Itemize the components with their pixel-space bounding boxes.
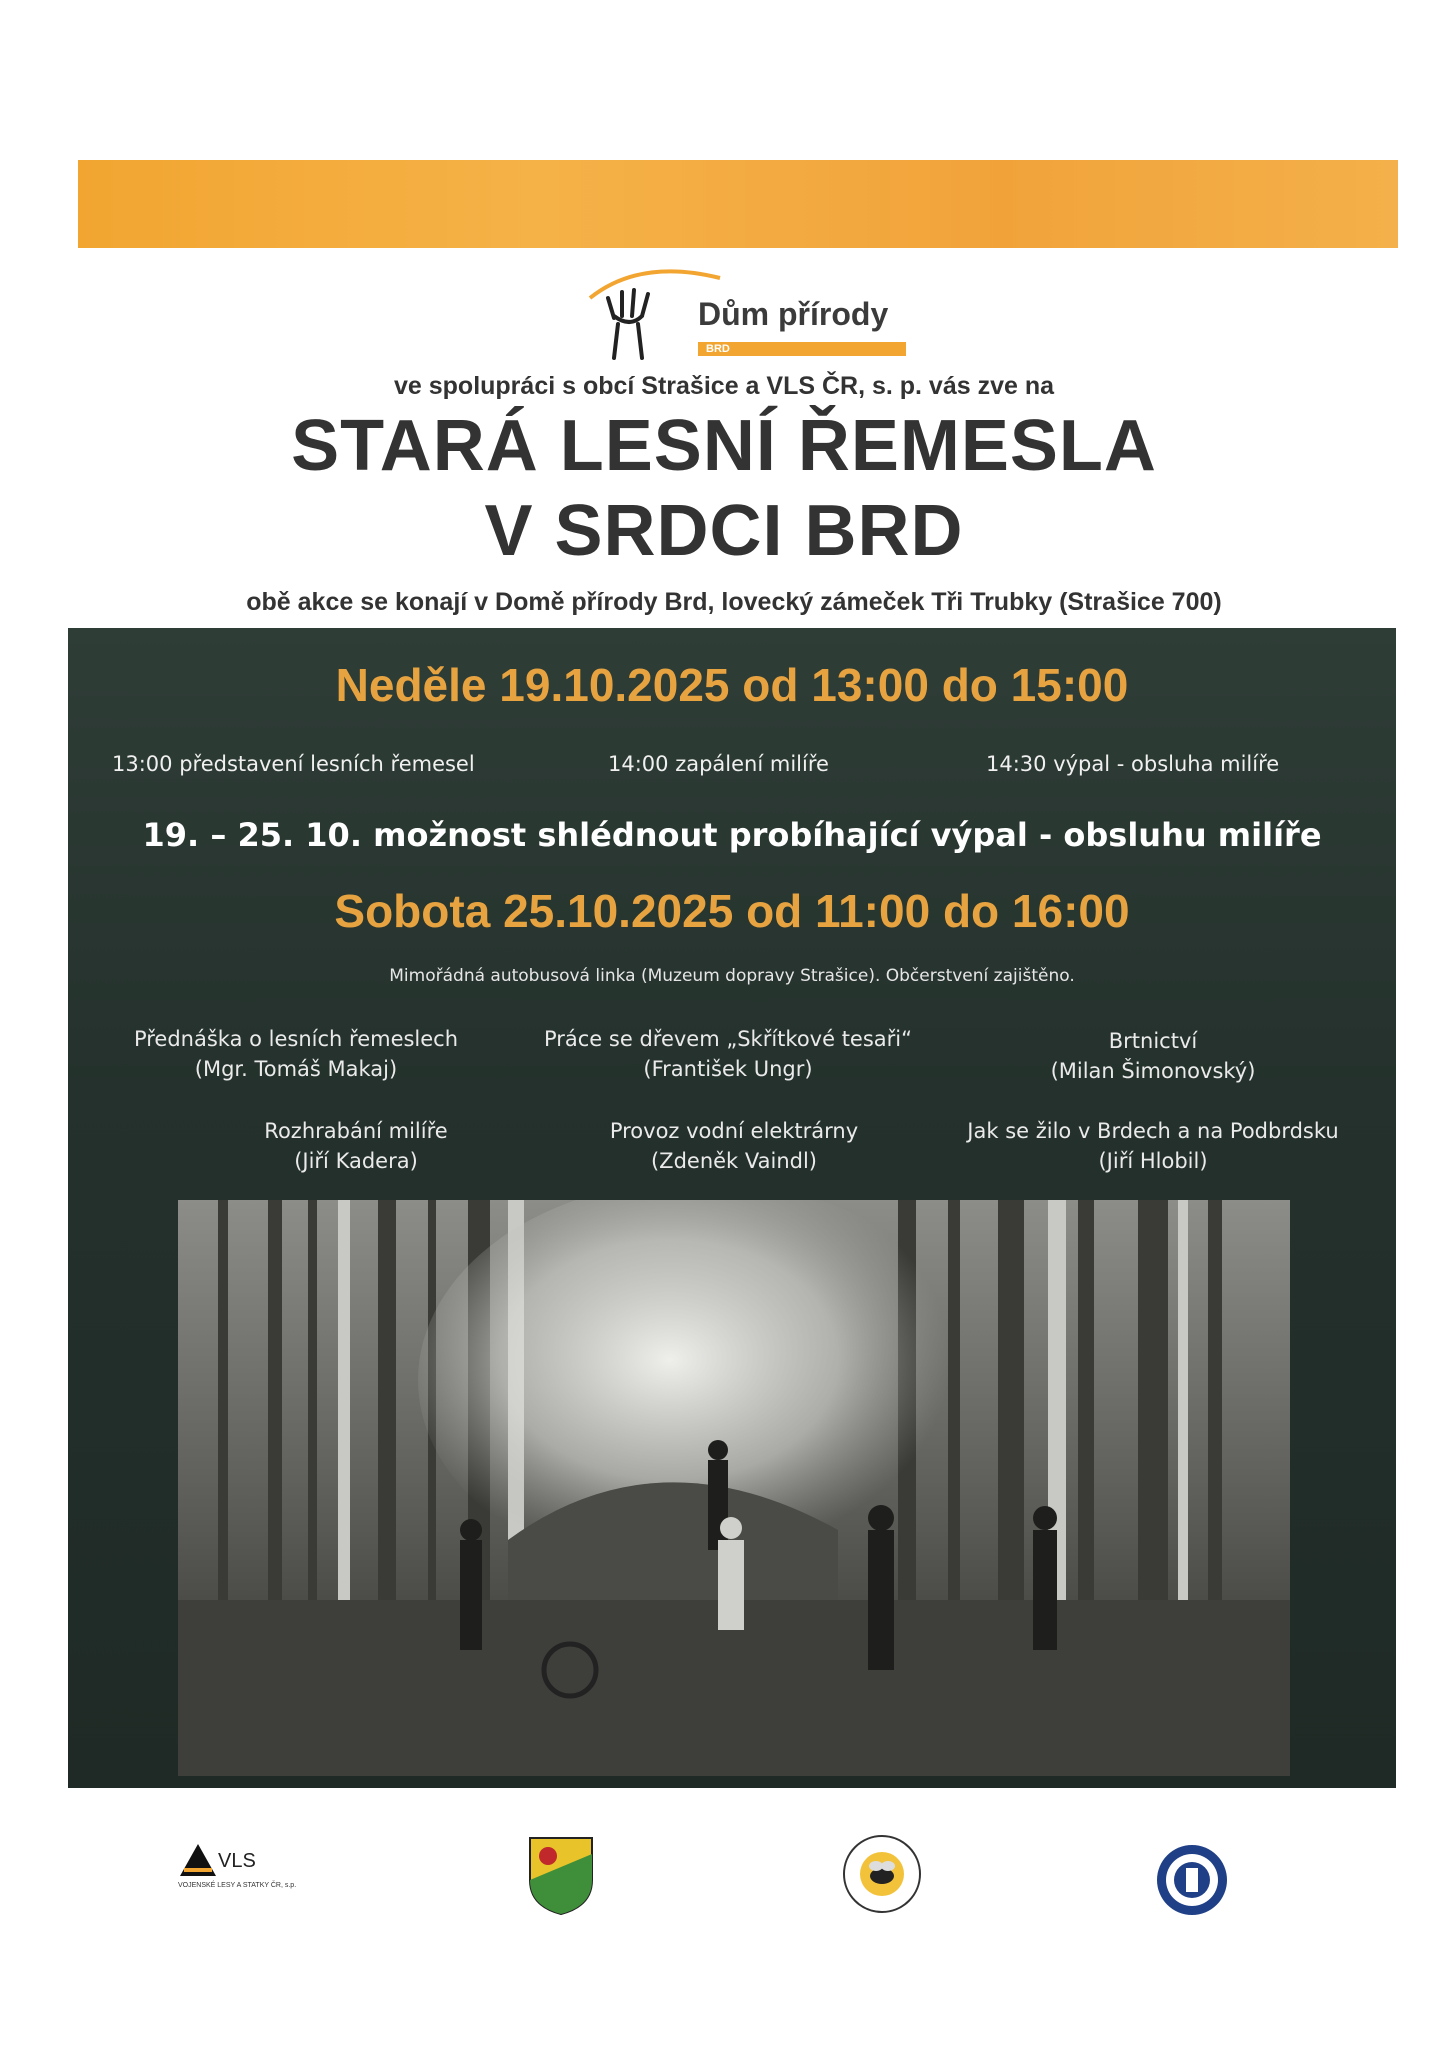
talk-person: (Mgr. Tomáš Makaj) — [194, 1057, 398, 1081]
burn-week-text: 19. – 25. 10. možnost shlédnout probíhající výpal - obsluhu milíře — [142, 816, 1322, 854]
talk-item — [156, 1116, 556, 1176]
bee-society-logo — [840, 1832, 924, 1921]
talk-item — [953, 1026, 1353, 1086]
charcoal-kiln-photo — [178, 1200, 1290, 1776]
vls-logo — [176, 1840, 297, 1889]
bus-note: Mimořádná autobusová linka (Muzeum dopravy Strašice). Občerstvení zajištěno. — [389, 966, 1075, 986]
talk-person: (Jiří Hlobil) — [1098, 1149, 1208, 1173]
dum-prirody-logo — [570, 258, 930, 368]
talk-title: Rozhrabání milíře — [264, 1119, 448, 1143]
talk-item — [528, 1024, 928, 1084]
kav-club-logo — [1154, 1842, 1230, 1923]
saturday-heading: Sobota 25.10.2025 od 11:00 do 16:00 — [334, 885, 1130, 937]
club-badge-icon — [1154, 1842, 1230, 1918]
program-item: 13:00 představení lesních řemesel — [112, 752, 475, 776]
talk-person: (Zdeněk Vaindl) — [650, 1149, 817, 1173]
program-item: 14:30 výpal - obsluha milíře — [986, 752, 1280, 776]
venue-text: obě akce se konají v Domě přírody Brd, lovecký zámeček Tři Trubky (Strašice 700) — [246, 588, 1222, 616]
crest-shield-icon — [528, 1836, 594, 1916]
talk-title: Práce se dřevem „Skřítkové tesaři“ — [543, 1027, 913, 1051]
logo-name: Dům přírody — [698, 296, 889, 332]
talk-item — [534, 1116, 934, 1176]
event-title-line2: V SRDCI BRD — [484, 491, 964, 571]
strasice-crest — [528, 1836, 594, 1921]
talk-item — [938, 1116, 1368, 1176]
bee-badge-icon — [840, 1832, 924, 1916]
sunday-heading: Neděle 19.10.2025 od 13:00 do 15:00 — [335, 659, 1129, 711]
talk-title: Brtnictví — [1108, 1029, 1198, 1053]
event-title-line1: STARÁ LESNÍ ŘEMESLA — [291, 406, 1157, 486]
event-panel — [68, 628, 1396, 1788]
logo-subtitle: BRD — [698, 342, 906, 356]
program-item: 14:00 zapálení milíře — [608, 752, 829, 776]
talk-title: Přednáška o lesních řemeslech — [133, 1027, 459, 1051]
talk-title: Provoz vodní elektrárny — [609, 1119, 859, 1143]
talk-person: (František Ungr) — [643, 1057, 813, 1081]
intro-text: ve spolupráci s obcí Strašice a VLS ČR, s. p. vás zve na — [394, 372, 1054, 400]
vls-full-name: VOJENSKÉ LESY A STATKY ČR, s.p. — [178, 1882, 297, 1889]
talk-person: (Jiří Kadera) — [294, 1149, 418, 1173]
talk-person: (Milan Šimonovský) — [1050, 1059, 1256, 1083]
top-orange-bar — [78, 160, 1398, 248]
vls-abbr: VLS — [218, 1850, 256, 1872]
talk-item — [96, 1024, 496, 1084]
talk-title: Jak se žilo v Brdech a na Podbrdsku — [967, 1119, 1339, 1143]
